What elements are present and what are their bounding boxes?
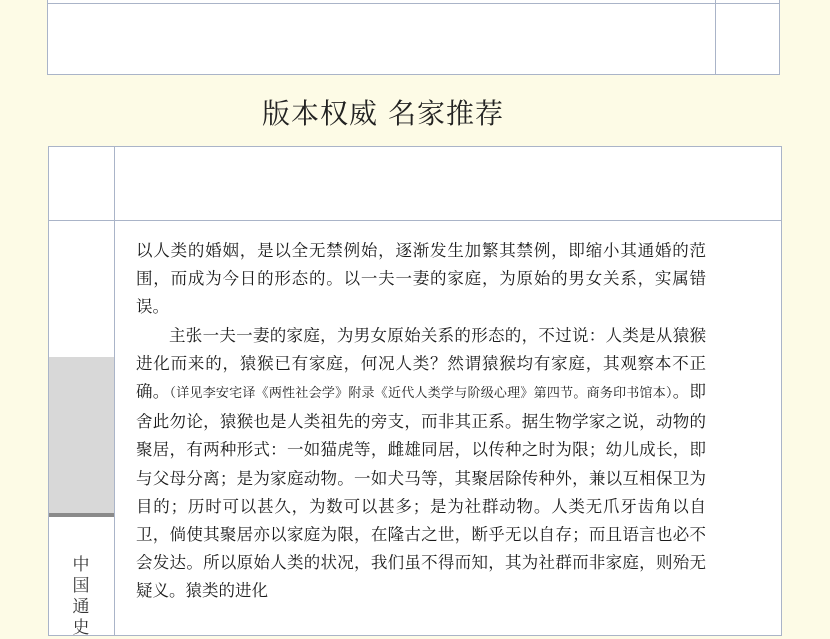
section-heading: 版本权威 名家推荐 <box>262 97 504 130</box>
previous-page-frame <box>47 0 780 75</box>
book-page <box>48 146 782 636</box>
side-tab <box>49 357 114 515</box>
page-margin-rule <box>114 147 115 635</box>
paragraph <box>136 237 706 322</box>
frame-column-rule <box>715 0 716 74</box>
paragraph-text: 以人类的婚姻，是以全无禁例始，逐渐发生加繁其禁例，即缩小其通婚的范围，而成为今日的形态的。以一夫一妻的家庭，为原始的男女关系，实属错误。 <box>136 241 706 317</box>
book-title-vertical: 中国通史 <box>72 555 90 638</box>
paragraph-text: 主张一夫一妻的家庭，为男女原始关系的形态的，不过说：人类是从猿猴进化而来的，猿猴已有家庭，何况人类？然谓猿猴均有家庭，其观察本不正确。 <box>136 325 706 402</box>
page-text <box>136 237 706 606</box>
paragraph-text: 。即舍此勿论，猿猴也是人类祖先的旁支，而非其正系。据生物学家之说，动物的聚居，有两种形式：一如猫虎等，雌雄同居，以传种之时为限；幼儿成长，即与父母分离；是为家庭动物。一如犬马等，其聚居除传种外，兼以互相保卫为目的；历时可以甚久，为数可以甚多；是为社群动物。人类无爪牙齿角以自卫，倘使其聚居亦以家庭为限，在隆古之世，断乎无以自存；而且语言也必不会发达。所以原始人类的状况，我们虽不得而知，其为社群而非家庭，则殆无疑义。猿类的进化 <box>136 382 707 601</box>
citation-text: （详见李安宅译《两性社会学》附录《近代人类学与阶级心理》第四节。商务印书馆本） <box>169 386 673 402</box>
side-tab-edge <box>49 513 114 517</box>
page-header-rule <box>49 220 781 221</box>
frame-rule <box>48 3 779 4</box>
paragraph <box>136 322 706 606</box>
